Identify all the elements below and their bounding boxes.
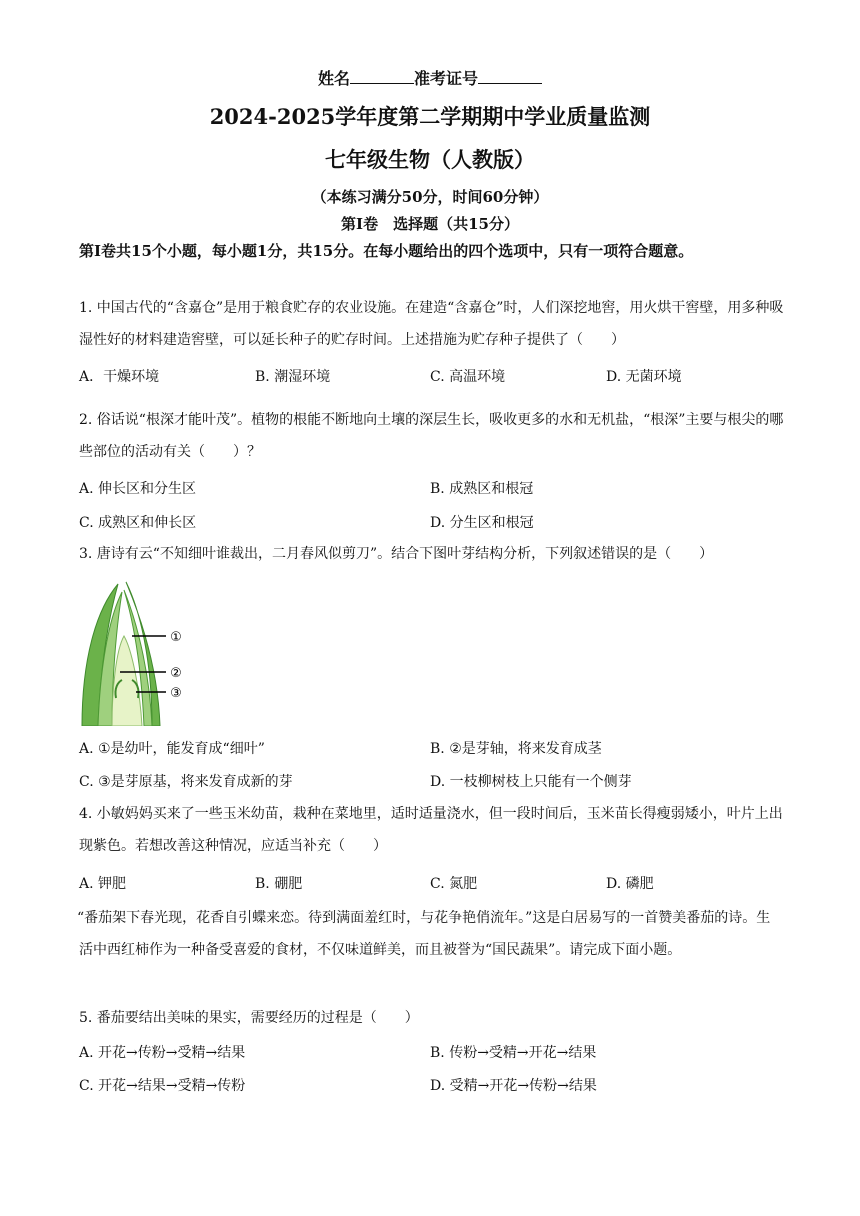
question-3-option-d: D. 一枝柳树枝上只能有一个侧芽 (430, 774, 632, 790)
question-2-option-c: C. 成熟区和伸长区 (79, 515, 197, 531)
question-5-stem: 5. 番茄要结出美味的果实，需要经历的过程是（ ） (79, 1010, 419, 1026)
question-2-stem: 2. 俗话说“根深才能叶茂”。植物的根能不断地向土壤的深层生长，吸收更多的水和无机盐，“根深”主要与根尖的哪些部位的活动有关（ ）？ (79, 412, 784, 460)
student-info-line (0, 66, 860, 89)
question-3-stem: 3. 唐诗有云“不知细叶谁裁出，二月春风似剪刀”。结合下图叶芽结构分析，下列叙述错误的是（ ） (79, 546, 714, 562)
exam-number-blank (478, 69, 542, 84)
question-1-option-a: A．干燥环境 (79, 369, 160, 385)
question-3-option-b: B. ②是芽轴，将来发育成茎 (430, 741, 602, 757)
figure-label-1: ① (170, 630, 182, 645)
question-1-stem: 1. 中国古代的“含嘉仓”是用于粮食贮存的农业设施。在建造“含嘉仓”时，人们深挖地窖，用火烘干窖壁，用多种吸湿性好的材料建造窖壁，可以延长种子的贮存时间。上述措施为贮存种子提供了（ ） (79, 300, 784, 348)
question-4-option-a: A. 钾肥 (79, 876, 127, 892)
section-title: 第Ⅰ卷 选择题（共15分） (341, 215, 519, 233)
question-5-option-d: D. 受精→开花→传粉→结果 (430, 1078, 597, 1094)
leaf-bud-illustration (78, 580, 188, 726)
score-time-note: （本练习满分50分，时间60分钟） (311, 188, 549, 206)
leaf-bud-diagram (78, 580, 188, 726)
question-1-option-b: B. 潮湿环境 (255, 369, 331, 385)
question-2-option-b: B. 成熟区和根冠 (430, 481, 534, 497)
question-1-option-d: D. 无菌环境 (606, 369, 682, 385)
figure-label-3: ③ (170, 686, 182, 701)
question-2-option-a: A. 伸长区和分生区 (79, 481, 197, 497)
exam-number-label: 准考证号 (414, 69, 479, 88)
name-blank (350, 69, 414, 84)
question-3-option-a: A. ①是幼叶，能发育成“细叶” (79, 741, 265, 757)
question-2-option-d: D. 分生区和根冠 (430, 515, 534, 531)
tomato-passage: “番茄架下春光现，花香自引蝶来恋。待到满面羞红时，与花争艳俏流年。”这是白居易写的一首赞美番茄的诗。生活中西红柿作为一种备受喜爱的食材，不仅味道鲜美，而且被誉为“国民蔬果”。请完成下面小题。 (77, 910, 771, 958)
question-4-option-d: D. 磷肥 (606, 876, 654, 892)
question-1-option-c: C. 高温环境 (430, 369, 506, 385)
instructions: 第Ⅰ卷共15个小题，每小题1分，共15分。在每小题给出的四个选项中，只有一项符合题意。 (79, 242, 694, 260)
subject-title: 七年级生物（人教版） (325, 147, 535, 172)
question-4-option-b: B. 硼肥 (255, 876, 303, 892)
page-title: 2024-2025学年度第二学期期中学业质量监测 (209, 104, 651, 129)
question-5-option-c: C. 开花→结果→受精→传粉 (79, 1078, 246, 1094)
question-4-stem: 4. 小敏妈妈买来了一些玉米幼苗，栽种在菜地里，适时适量浇水，但一段时间后，玉米苗长得瘦弱矮小，叶片上出现紫色。若想改善这种情况，应适当补充（ ） (79, 806, 783, 854)
question-5-option-b: B. 传粉→受精→开花→结果 (430, 1045, 597, 1061)
question-3-option-c: C. ③是芽原基，将来发育成新的芽 (79, 774, 293, 790)
name-label: 姓名 (317, 69, 350, 88)
figure-label-2: ② (170, 666, 182, 681)
question-4-option-c: C. 氮肥 (430, 876, 478, 892)
question-5-option-a: A. 开花→传粉→受精→结果 (79, 1045, 246, 1061)
